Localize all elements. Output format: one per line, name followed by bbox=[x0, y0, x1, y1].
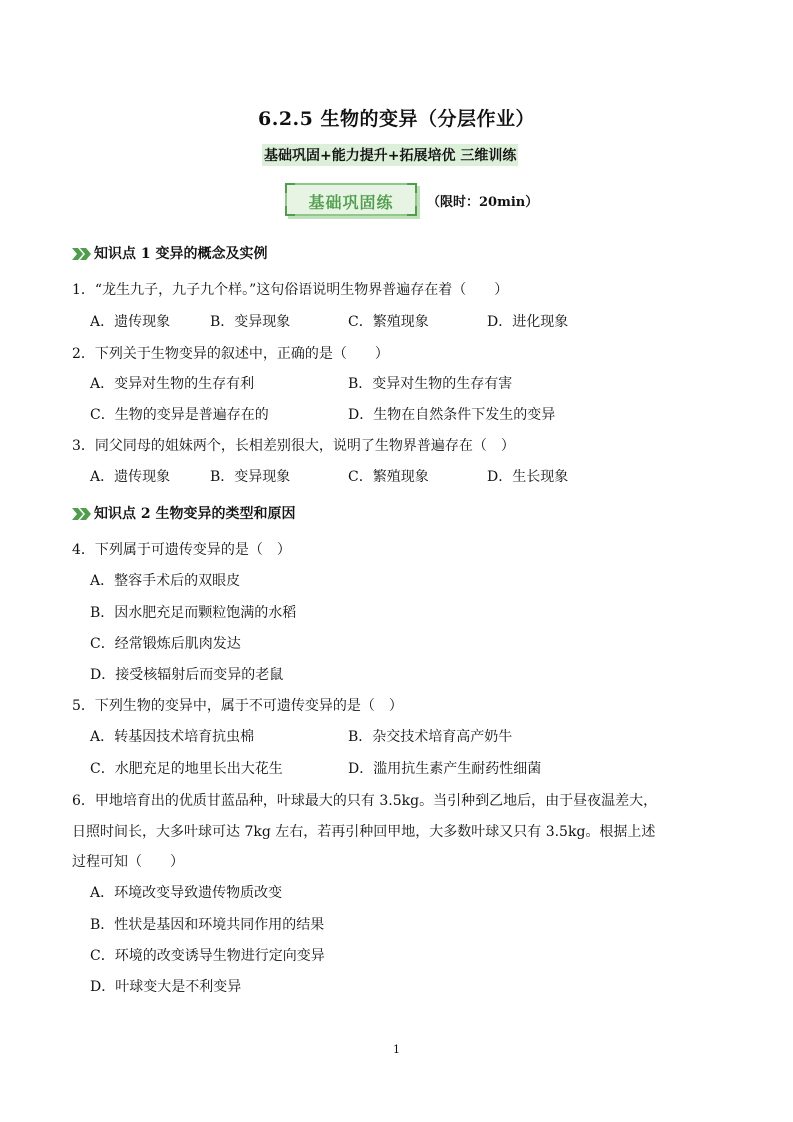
option: D．接受核辐射后而变异的老鼠 bbox=[90, 667, 284, 683]
section-label: 知识点 1 变异的概念及实例 bbox=[94, 246, 268, 262]
section-heading bbox=[72, 243, 268, 263]
question-stem: 过程可知（ ） bbox=[72, 854, 184, 870]
question-stem: 4．下列属于可遗传变异的是（ ） bbox=[72, 542, 291, 558]
double-chevron-icon bbox=[72, 508, 92, 520]
section-heading bbox=[72, 503, 296, 523]
option: D．滥用抗生素产生耐药性细菌 bbox=[348, 761, 542, 777]
option: A．遗传现象 bbox=[90, 469, 171, 485]
question-stem: 2．下列关于生物变异的叙述中，正确的是（ ） bbox=[72, 346, 389, 362]
option: C．环境的改变诱导生物进行定向变异 bbox=[90, 948, 325, 964]
section-badge bbox=[285, 183, 417, 216]
option: A．遗传现象 bbox=[90, 314, 171, 330]
option: C．繁殖现象 bbox=[348, 469, 429, 485]
option: D．生长现象 bbox=[487, 469, 569, 485]
double-chevron-icon bbox=[72, 248, 92, 260]
page-title: 6.2.5 生物的变异（分层作业） bbox=[257, 108, 535, 130]
page-subtitle: 基础巩固+能力提升+拓展培优 三维训练 bbox=[262, 144, 518, 166]
option: C．生物的变异是普遍存在的 bbox=[90, 407, 269, 423]
question-stem: 5．下列生物的变异中，属于不可遗传变异的是（ ） bbox=[72, 698, 403, 714]
option: A．整容手术后的双眼皮 bbox=[90, 573, 241, 589]
option: B．变异现象 bbox=[210, 469, 291, 485]
badge-label: 基础巩固练 bbox=[308, 193, 394, 212]
option: B．性状是基因和环境共同作用的结果 bbox=[90, 917, 325, 933]
option: A．环境改变导致遗传物质改变 bbox=[90, 885, 283, 901]
option: B．因水肥充足而颗粒饱满的水稻 bbox=[90, 605, 297, 621]
option: B．杂交技术培育高产奶牛 bbox=[348, 729, 513, 745]
option: A．变异对生物的生存有利 bbox=[90, 376, 255, 392]
question-stem: 3．同父同母的姐妹两个，长相差别很大，说明了生物界普遍存在（ ） bbox=[72, 438, 515, 454]
option: C．经常锻炼后肌肉发达 bbox=[90, 636, 241, 652]
option: B．变异对生物的生存有害 bbox=[348, 376, 513, 392]
option: A．转基因技术培育抗虫棉 bbox=[90, 729, 255, 745]
question-stem: 日照时间长，大多叶球可达 7kg 左右，若再引种回甲地，大多数叶球又只有 3.5kg。根据上述 bbox=[72, 824, 656, 840]
option: D．生物在自然条件下发生的变异 bbox=[348, 407, 556, 423]
section-label: 知识点 2 生物变异的类型和原因 bbox=[94, 506, 296, 522]
option: D．叶球变大是不利变异 bbox=[90, 979, 242, 995]
question-stem: 1．“龙生九子，九子九个样。”这句俗语说明生物界普遍存在着（ ） bbox=[72, 282, 509, 298]
option: C．水肥充足的地里长出大花生 bbox=[90, 761, 283, 777]
page-number: 1 bbox=[393, 1043, 400, 1056]
option: C．繁殖现象 bbox=[348, 314, 429, 330]
option: B．变异现象 bbox=[210, 314, 291, 330]
option: D．进化现象 bbox=[487, 314, 569, 330]
time-limit: （限时：20min） bbox=[427, 195, 539, 210]
question-stem: 6．甲地培育出的优质甘蓝品种，叶球最大的只有 3.5kg。当引种到乙地后，由于昼夜温差大， bbox=[72, 793, 658, 809]
